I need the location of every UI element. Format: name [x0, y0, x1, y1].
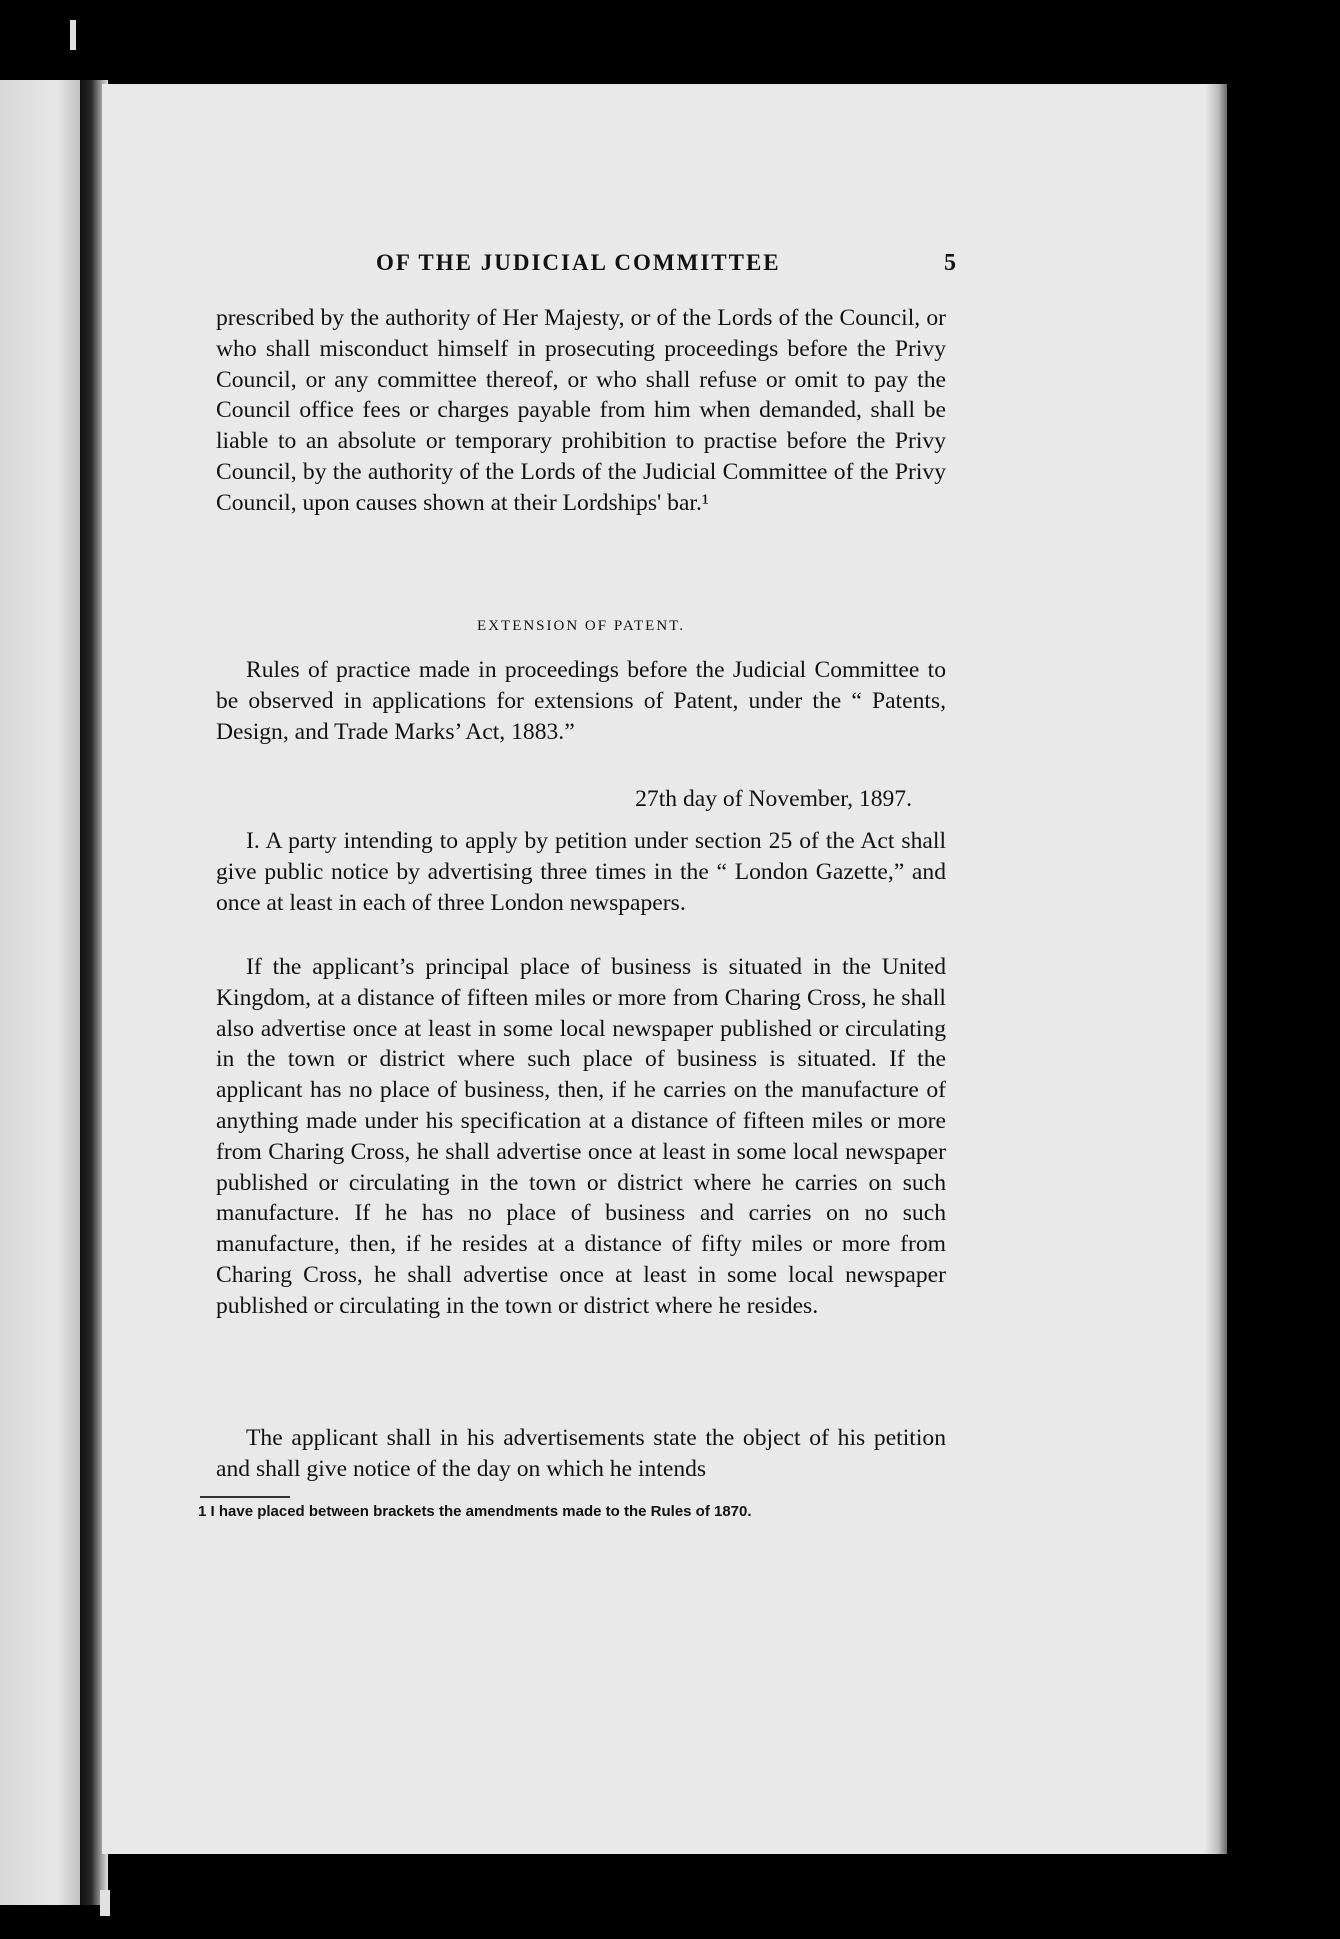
running-head [216, 250, 956, 284]
rules-intro-paragraph: Rules of practice made in proceedings before the Judicial Committee to be observed in applications for extensions of Patent, under the “ Patents, Design, and Trade Marks’ Act, 1883.” [216, 657, 946, 745]
carry-over-paragraph: prescribed by the authority of Her Majesty, or of the Lords of the Council, or who shall misconduct himself in prosecuting proceedings before the Privy Council, or any committee thereof, or who shall refuse or omit to pay the Council office fees or charges payable from him when demanded, shall be liable to an absolute or temporary prohibition to practise before the Privy Council, by the authority of the Lords of the Judicial Committee of the Privy Council, upon causes shown at their Lordships' bar.¹ [216, 305, 946, 516]
advertisements-paragraph: The applicant shall in his advertisements state the object of his petition and shall give notice of the day on which he intends [216, 1425, 946, 1482]
page-number: 5 [944, 250, 956, 276]
running-title: OF THE JUDICIAL COMMITTEE [376, 250, 781, 275]
previous-page-edge [0, 80, 82, 1905]
section-heading: EXTENSION OF PATENT. [477, 618, 685, 634]
rule-one-paragraph: I. A party intending to apply by petition under section 25 of the Act shall give public notice by advertising three times in the “ London Gazette,” and once at least in each of three London newspapers. [216, 828, 946, 916]
applicant-paragraph: If the applicant’s principal place of business is situated in the United Kingdom, at a distance of fifteen miles or more from Charing Cross, he shall also advertise once at least in some local newspaper published or circulating in the town or district where such place of business is situated. If the applicant has no place of business, then, if he carries on the manufacture of anything made under his specification at a distance of fifteen miles or more from Charing Cross, he shall advertise once at least in some local newspaper published or circulating in the town or district where he carries on such manufacture. If he has no place of business and carries on no such manufacture, then, if he resides at a distance of fifty miles or more from Charing Cross, he shall advertise once at least in some local newspaper published or circulating in the town or district where he resides. [216, 954, 946, 1319]
date-text: 27th day of November, 1897. [635, 786, 912, 812]
footnote: 1 I have placed between brackets the amendments made to the Rules of 1870. [198, 1503, 752, 1520]
scan-speck [70, 20, 76, 50]
date-line [216, 786, 946, 813]
scan-speck [100, 1890, 110, 1916]
page-edge-shadow [1205, 84, 1227, 1854]
footnote-divider [200, 1496, 290, 1498]
